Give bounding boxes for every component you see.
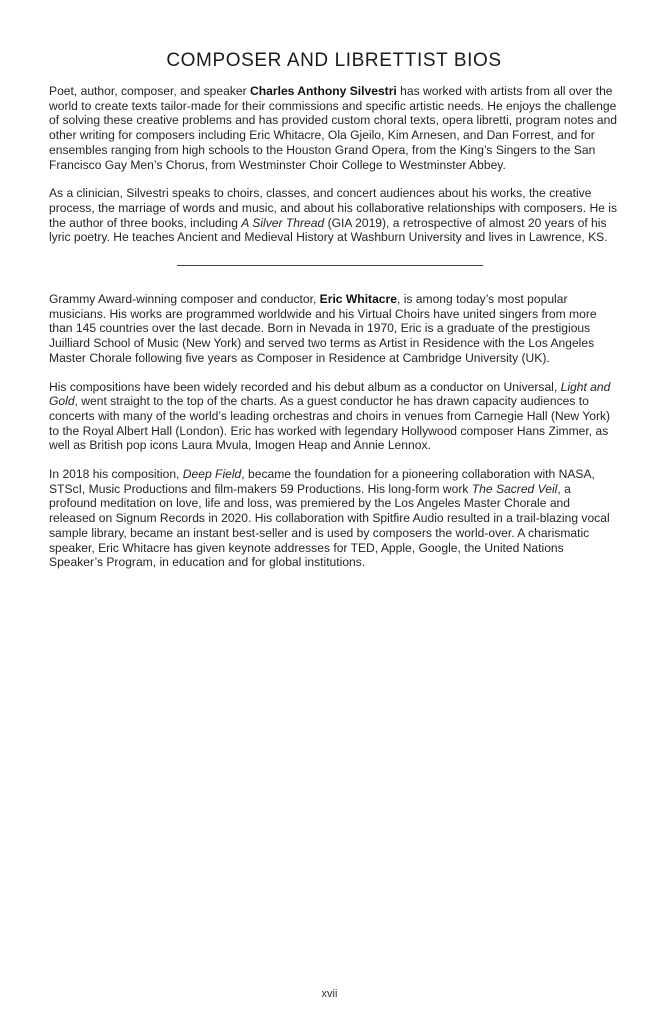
whitacre-bio-paragraph-3: [49, 467, 619, 570]
whitacre-bio-paragraph-1: [49, 292, 619, 366]
person-name-whitacre: Eric Whitacre: [319, 292, 397, 307]
silvestri-bio-paragraph-1: [49, 84, 619, 172]
text-run: , is among today’s most popular musicians. His works are programmed worldwide and his Virtual Choirs have united singers from more than 145 countries over the last decade. Born in Nevada in 1970, Eric is a graduate of the prestigious Juilliard School of Music (New York) and served two terms as Artist in Residence with the Los Angeles Master Chorale following five years as Composer in Residence at Cambridge University (UK).: [49, 292, 597, 365]
album-title: Light and Gold: [49, 379, 611, 409]
text-run: has worked with artists from all over the world to create texts tailor-made for their commissions and specific artistic needs. He enjoys the challenge of solving these creative problems and has provided custom choral texts, opera libretti, program notes and other writing for composers including Eric Whitacre, Ola Gjeilo, Kim Arnesen, and Dan Forrest, and for ensembles ranging from high schools to the Houston Grand Opera, from the King’s Singers to the San Francisco Gay Men’s Chorus, from Westminster Choir College to Westminster Abbey.: [49, 84, 618, 172]
page-title: COMPOSER AND LIBRETTIST BIOS: [166, 50, 502, 71]
text-run: As a clinician, Silvestri speaks to choirs, classes, and concert audiences about his works, the creative process, the marriage of words and music, and about his collaborative relationships with composers. He is the author of three books, including: [49, 186, 618, 230]
work-title: The Sacred Veil: [471, 481, 558, 496]
page-content: [49, 0, 619, 570]
text-run: Poet, author, composer, and speaker: [49, 84, 251, 98]
text-run: Grammy Award-winning composer and conductor,: [49, 292, 320, 307]
person-name-silvestri: Charles Anthony Silvestri: [250, 84, 397, 98]
work-title: Deep Field: [182, 467, 242, 482]
text-run: In 2018 his composition,: [49, 467, 183, 482]
silvestri-bio-paragraph-2: [49, 186, 619, 245]
book-title: A Silver Thread: [241, 215, 325, 230]
section-divider: [177, 265, 483, 266]
page-number: xvii: [321, 988, 338, 1000]
text-run: , became the foundation for a pioneering collaboration with NASA, STScI, Music Productions and film-makers 59 Productions. His long-form work: [49, 467, 595, 496]
text-run: His compositions have been widely recorded and his debut album as a conductor on Universal,: [49, 379, 561, 394]
text-run: , went straight to the top of the charts. As a guest conductor he has drawn capacity audiences to concerts with many of the world’s leading orchestras and choirs in venues from Carnegie Hall (New York) to the Royal Albert Hall (London). Eric has worked with legendary Hollywood composer Hans Zimmer, as well as British pop icons Laura Mvula, Imogen Heap and Annie Lennox.: [49, 394, 611, 453]
text-run: (GIA 2019), a retrospective of almost 20 years of his lyric poetry. He teaches Ancient and Medieval History at Washburn University and lives in Lawrence, KS.: [49, 215, 608, 245]
whitacre-bio-paragraph-2: [49, 380, 619, 454]
text-run: , a profound meditation on love, life and loss, was premiered by the Los Angeles Master Chorale and released on Signum Records in 2020. His collaboration with Spitfire Audio resulted in a trail-blazing vocal sample library, became an instant best-seller and is used by composers the world-over. A charismatic speaker, Eric Whitacre has given keynote addresses for TED, Apple, Google, the United Nations Speaker’s Program, in education and for global institutions.: [49, 481, 610, 570]
